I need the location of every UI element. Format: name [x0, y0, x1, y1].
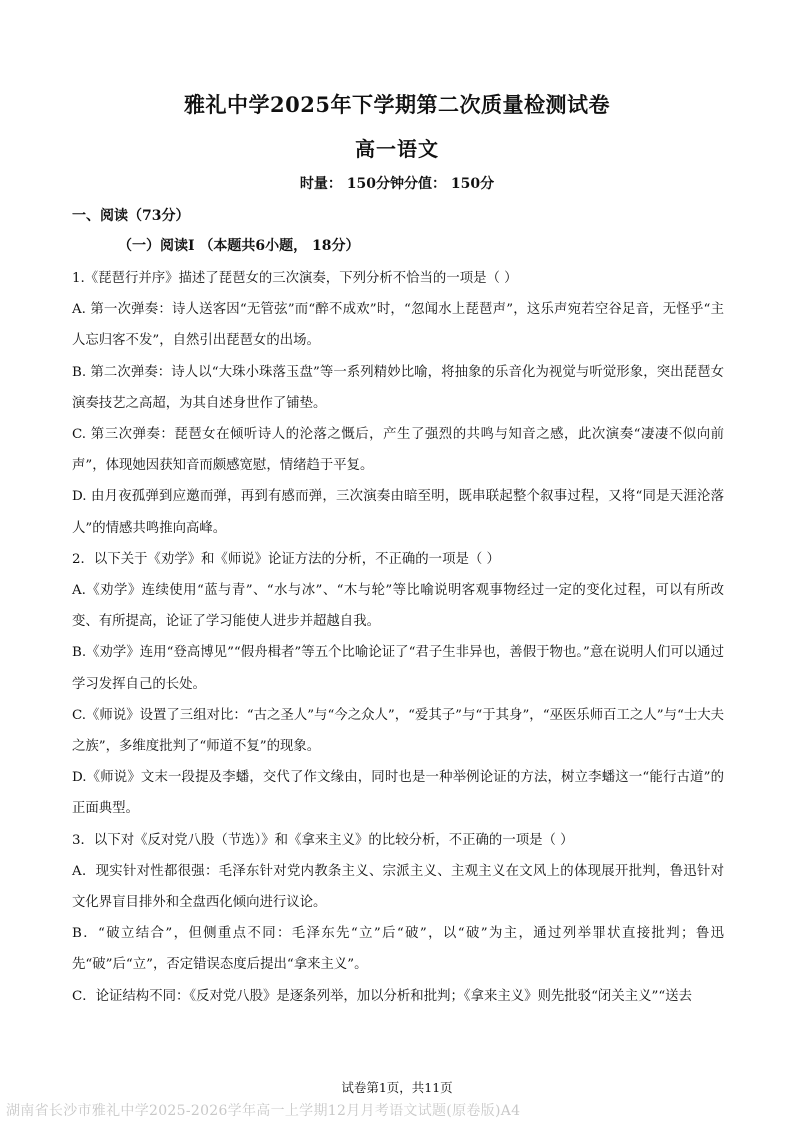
question-3-option-a: A．现实针对性都很强：毛泽东针对党内教条主义、宗派主义、主观主义在文风上的体现展开批判，鲁迅针对文化界盲目排外和全盘西化倾向进行议论。	[72, 863, 724, 911]
question-1-option-d: D. 由月夜孤弹到应邀而弹，再到有感而弹，三次演奏由暗至明，既串联起整个叙事过程，又将“同是天涯沦落人”的情感共鸣推向高峰。	[72, 489, 724, 536]
question-1-option-b: B. 第二次弹奏：诗人以“大珠小珠落玉盘”等一系列精妙比喻，将抽象的乐音化为视觉与听觉形象，突出琵琶女演奏技艺之高超，为其自述身世作了铺垫。	[72, 364, 724, 411]
question-2-option-d: D.《师说》文末一段提及李蟠，交代了作文缘由，同时也是一种举例论证的方法，树立李蟠这一“能行古道”的正面典型。	[72, 770, 724, 817]
page-footer: 试卷第1页，共11页	[341, 1080, 453, 1095]
exam-subject: 高一语文	[355, 137, 439, 161]
question-1-stem: 1.《琵琶行并序》描述了琵琶女的三次演奏，下列分析不恰当的一项是（ ）	[72, 271, 518, 286]
question-body	[72, 263, 724, 1012]
question-1-option-a: A. 第一次弹奏：诗人送客因“无管弦”而“醉不成欢”时，“忽闻水上琵琶声”，这乐声宛若空谷足音，无怪乎“主人忘归客不发”，自然引出琵琶女的出场。	[72, 302, 724, 349]
exam-time-score: 时量： 150分钟分值： 150分	[299, 176, 495, 192]
exam-title: 雅礼中学2025年下学期第二次质量检测试卷	[184, 92, 610, 117]
question-1-option-c: C. 第三次弹奏：琵琶女在倾听诗人的沦落之慨后，产生了强烈的共鸣与知音之感，此次演奏“凄凄不似向前声”，体现她因获知音而颇感宽慰，情绪趋于平复。	[72, 427, 724, 474]
section-heading: 一、阅读（73分）	[72, 208, 190, 224]
question-2-stem: 2．以下关于《劝学》和《师说》论证方法的分析，不正确的一项是（ ）	[72, 551, 500, 567]
watermark-text: 湖南省长沙市雅礼中学2025-2026学年高一上学期12月月考语文试题(原卷版)A4	[6, 1103, 521, 1119]
question-3-option-c: C．论证结构不同：《反对党八股》是逐条列举，加以分析和批判；《拿来主义》则先批驳“闭关主义”“送去	[72, 988, 692, 1004]
question-2-option-b: B.《劝学》连用“登高博见”“假舟楫者”等五个比喻论证了“君子生非异也，善假于物也。”意在说明人们可以通过学习发挥自己的长处。	[72, 645, 724, 692]
question-3-stem: 3．以下对《反对党八股（节选）》和《拿来主义》的比较分析，不正确的一项是（ ）	[72, 832, 574, 848]
subsection-heading: （一）阅读I （本题共6小题， 18分）	[118, 238, 360, 254]
question-2-option-c: C.《师说》设置了三组对比：“古之圣人”与“今之众人”，“爱其子”与“于其身”，“巫医乐师百工之人”与“士大夫之族”，多维度批判了“师道不复”的现象。	[72, 707, 724, 755]
question-2-option-a: A.《劝学》连续使用“蓝与青”、“水与冰”、“木与轮”等比喻说明客观事物经过一定的变化过程，可以有所改变、有所提高，论证了学习能使人进步并超越自我。	[72, 583, 724, 630]
question-3-option-b: B．“破立结合”，但侧重点不同：毛泽东先“立”后“破”，以“破”为主，通过列举罪状直接批判；鲁迅先“破”后“立”，否定错误态度后提出“拿来主义”。	[72, 926, 724, 973]
